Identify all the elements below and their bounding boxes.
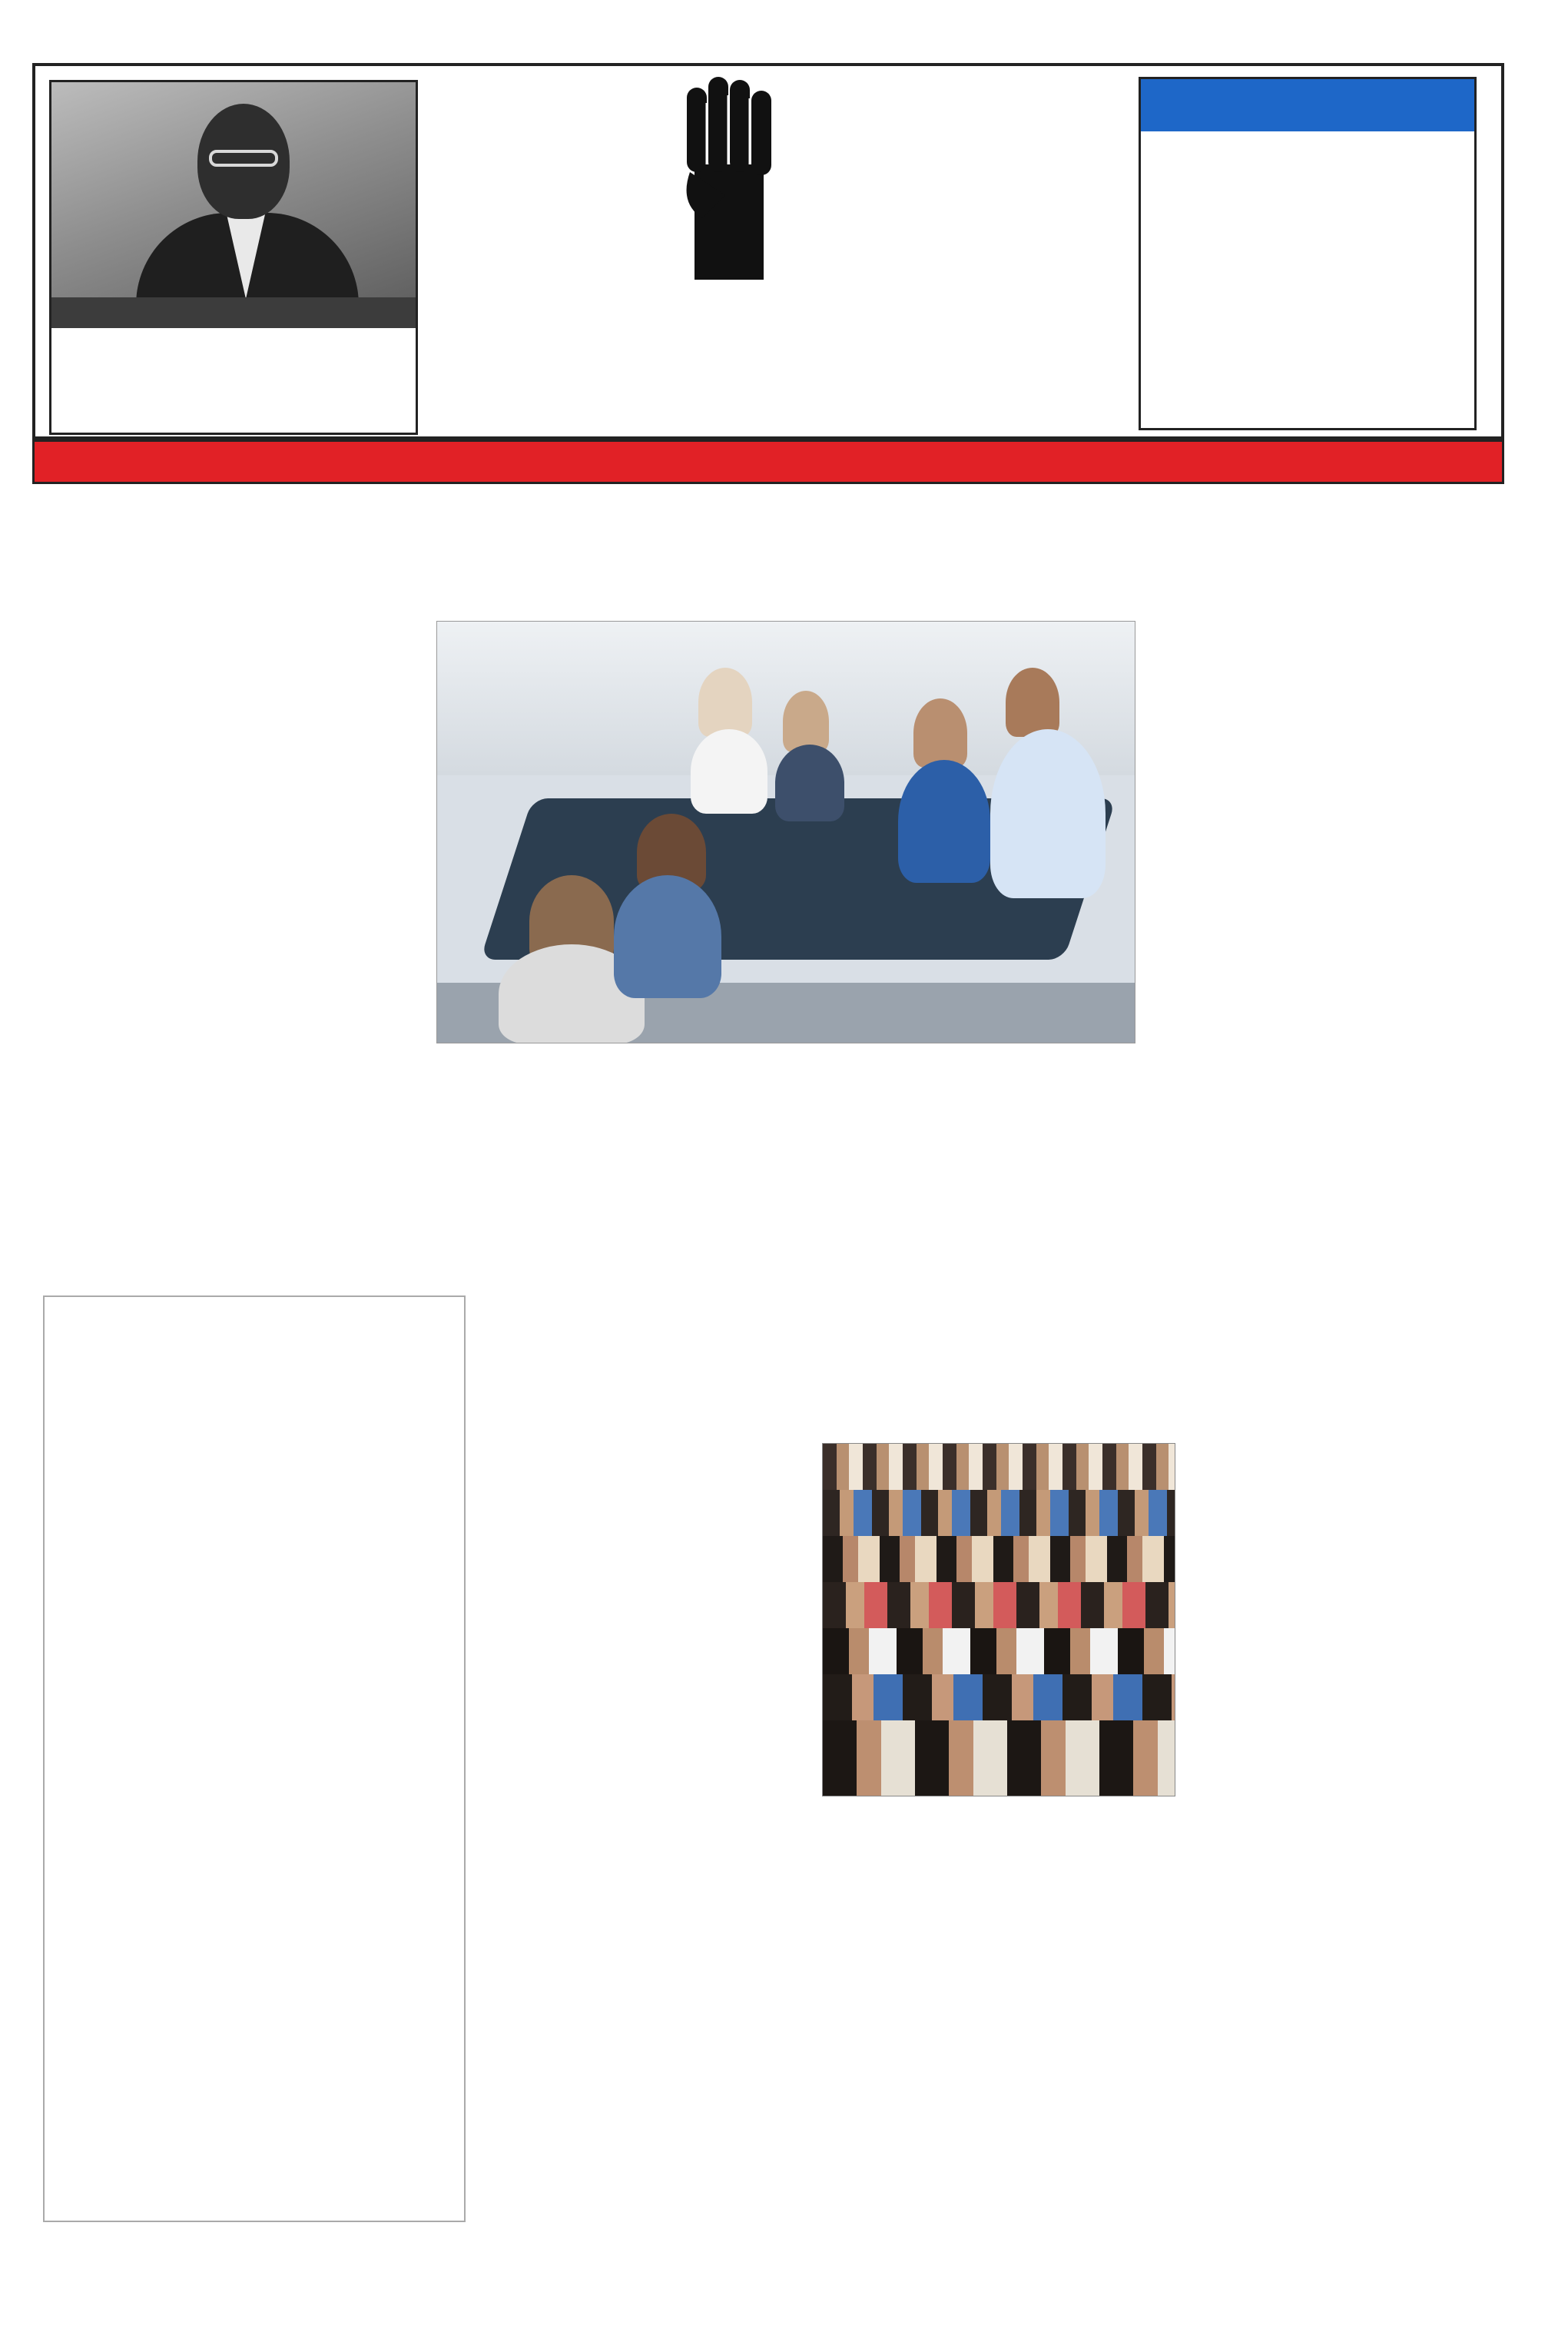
fist-icon <box>679 72 779 280</box>
notice-body <box>1141 131 1474 159</box>
jail-article-box <box>43 1295 466 2222</box>
lead-column-4 <box>1146 621 1500 1282</box>
reader-notice <box>1139 77 1477 430</box>
fees-column-3 <box>1183 1299 1500 2225</box>
ambedkar-photo <box>49 80 418 435</box>
portrait-image <box>51 82 416 328</box>
lead-column-2 <box>436 1051 774 1282</box>
issue-info-strip <box>32 440 1504 484</box>
jail-article-body <box>63 1388 456 2216</box>
fees-bullets <box>486 1445 816 1454</box>
lead-bullets <box>43 615 427 619</box>
lead-column-3 <box>790 1051 1135 1282</box>
meeting-photo <box>436 621 1135 1043</box>
fees-column-2 <box>833 1803 1175 2225</box>
lead-column-1 <box>43 738 427 1276</box>
fees-column-1 <box>486 1803 824 2225</box>
students-photo <box>822 1443 1175 1796</box>
notice-title <box>1141 79 1474 131</box>
masthead <box>32 63 1504 440</box>
